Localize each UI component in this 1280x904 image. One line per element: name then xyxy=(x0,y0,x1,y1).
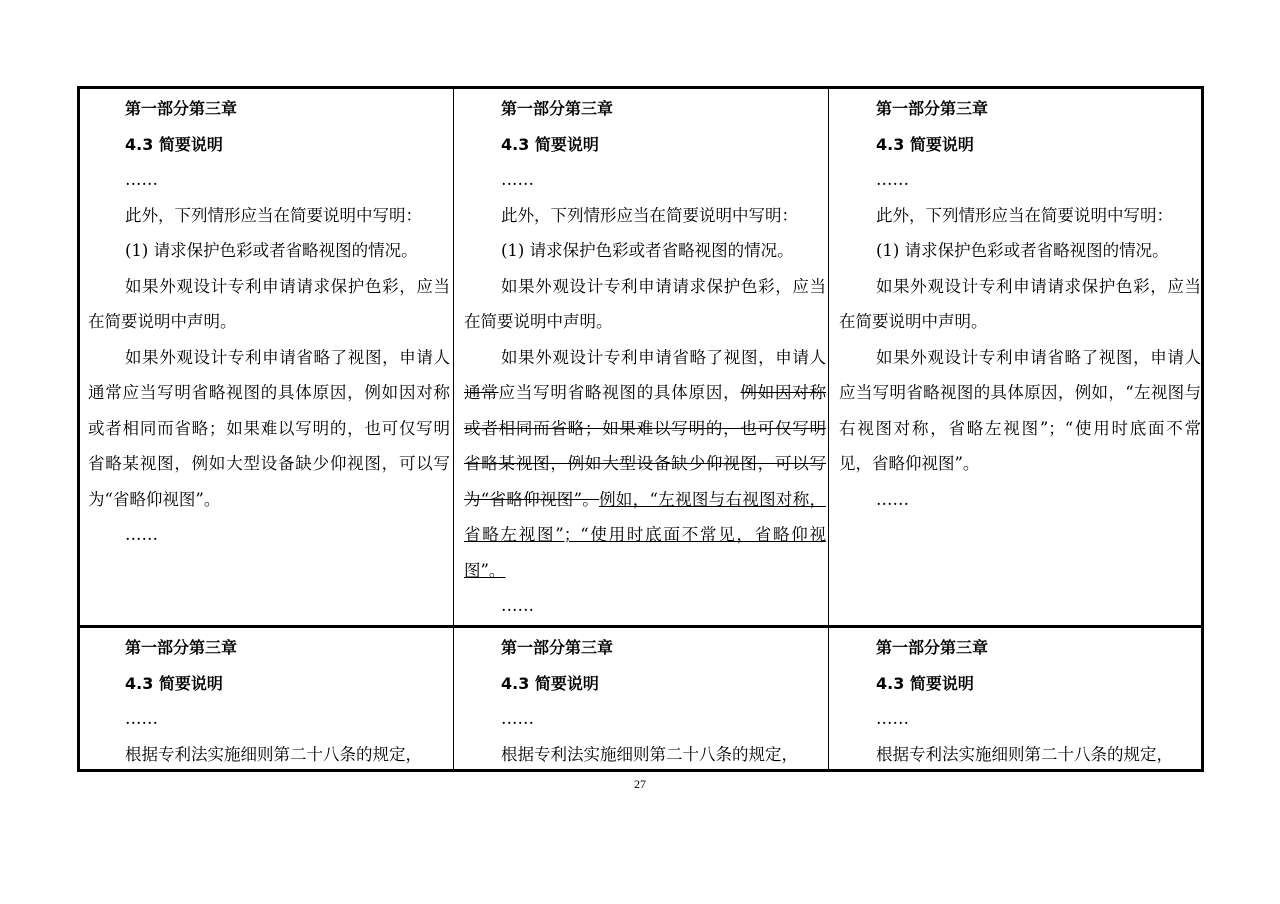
row1-col2-cell xyxy=(456,91,830,625)
chapter-heading: 第一部分第三章 xyxy=(876,638,989,657)
paragraph: 如果外观设计专利申请请求保护色彩，应当在简要说明中声明。 xyxy=(88,276,450,331)
paragraph: 根据专利法实施细则第二十八条的规定， xyxy=(125,744,422,764)
chapter-heading: 第一部分第三章 xyxy=(876,99,989,118)
paragraph: (1) 请求保护色彩或者省略视图的情况。 xyxy=(125,241,418,260)
ellipsis: …… xyxy=(876,709,909,728)
section-heading: 4.3 简要说明 xyxy=(125,134,223,154)
paragraph: 根据专利法实施细则第二十八条的规定， xyxy=(501,744,798,764)
deleted-text: 通常 xyxy=(464,383,499,402)
paragraph: (1) 请求保护色彩或者省略视图的情况。 xyxy=(501,241,794,260)
paragraph: 此外，下列情形应当在简要说明中写明： xyxy=(876,205,1173,225)
paragraph: 如果外观设计专利申请省略了视图，申请人通常应当写明省略视图的具体原因，例如因对称或者相同而省略；如果难以写明的，也可仅写明省略某视图，例如大型设备缺少仰视图，可以写为“省略仰视图”。 xyxy=(88,347,450,509)
inserted-text: 例如，“左视图与右视图对称，省略左视图”；“使用时底面不常见，省略仰视图”。 xyxy=(464,489,826,580)
row2-col3-cell xyxy=(831,630,1205,771)
chapter-heading: 第一部分第三章 xyxy=(501,638,614,657)
row-divider xyxy=(80,625,1201,628)
row1-col3-cell xyxy=(831,91,1205,625)
ellipsis: …… xyxy=(125,709,158,728)
row2-col2-cell xyxy=(456,630,830,771)
paragraph: 如果外观设计专利申请请求保护色彩，应当在简要说明中声明。 xyxy=(839,276,1201,331)
text-run: 如果外观设计专利申请省略了视图，申请人 xyxy=(501,347,826,367)
section-heading: 4.3 简要说明 xyxy=(876,673,974,693)
deleted-text: 例如因对称或者相同而省略；如果难以写明的，也可仅写明省略某视图，例如大型设备缺少仰视图，可以写为“省略仰视图”。 xyxy=(464,383,827,509)
comparison-table xyxy=(77,86,1204,772)
chapter-heading: 第一部分第三章 xyxy=(125,638,238,657)
section-heading: 4.3 简要说明 xyxy=(125,673,223,693)
paragraph-with-revisions xyxy=(464,340,826,589)
row2-col1-cell xyxy=(80,630,454,771)
paragraph: 如果外观设计专利申请省略了视图，申请人应当写明省略视图的具体原因，例如，“左视图与右视图对称，省略左视图”；“使用时底面不常见，省略仰视图”。 xyxy=(839,347,1201,473)
section-heading: 4.3 简要说明 xyxy=(876,134,974,154)
page-number: 27 xyxy=(634,777,646,791)
ellipsis: …… xyxy=(876,489,909,509)
text-run: 应当写明省略视图的具体原因， xyxy=(498,383,741,402)
section-heading: 4.3 简要说明 xyxy=(501,134,599,154)
ellipsis: …… xyxy=(501,596,534,615)
section-heading: 4.3 简要说明 xyxy=(501,673,599,693)
paragraph: 此外，下列情形应当在简要说明中写明： xyxy=(501,205,798,225)
ellipsis: …… xyxy=(501,709,534,728)
row1-col1-cell xyxy=(80,91,454,625)
chapter-heading: 第一部分第三章 xyxy=(501,99,614,118)
ellipsis: …… xyxy=(125,525,158,544)
chapter-heading: 第一部分第三章 xyxy=(125,99,238,118)
paragraph: 根据专利法实施细则第二十八条的规定， xyxy=(876,744,1173,764)
paragraph: 此外，下列情形应当在简要说明中写明： xyxy=(125,205,422,225)
paragraph: (1) 请求保护色彩或者省略视图的情况。 xyxy=(876,241,1169,260)
ellipsis: …… xyxy=(876,170,909,189)
ellipsis: …… xyxy=(501,170,534,189)
paragraph: 如果外观设计专利申请请求保护色彩，应当在简要说明中声明。 xyxy=(464,276,826,331)
ellipsis: …… xyxy=(125,170,158,189)
